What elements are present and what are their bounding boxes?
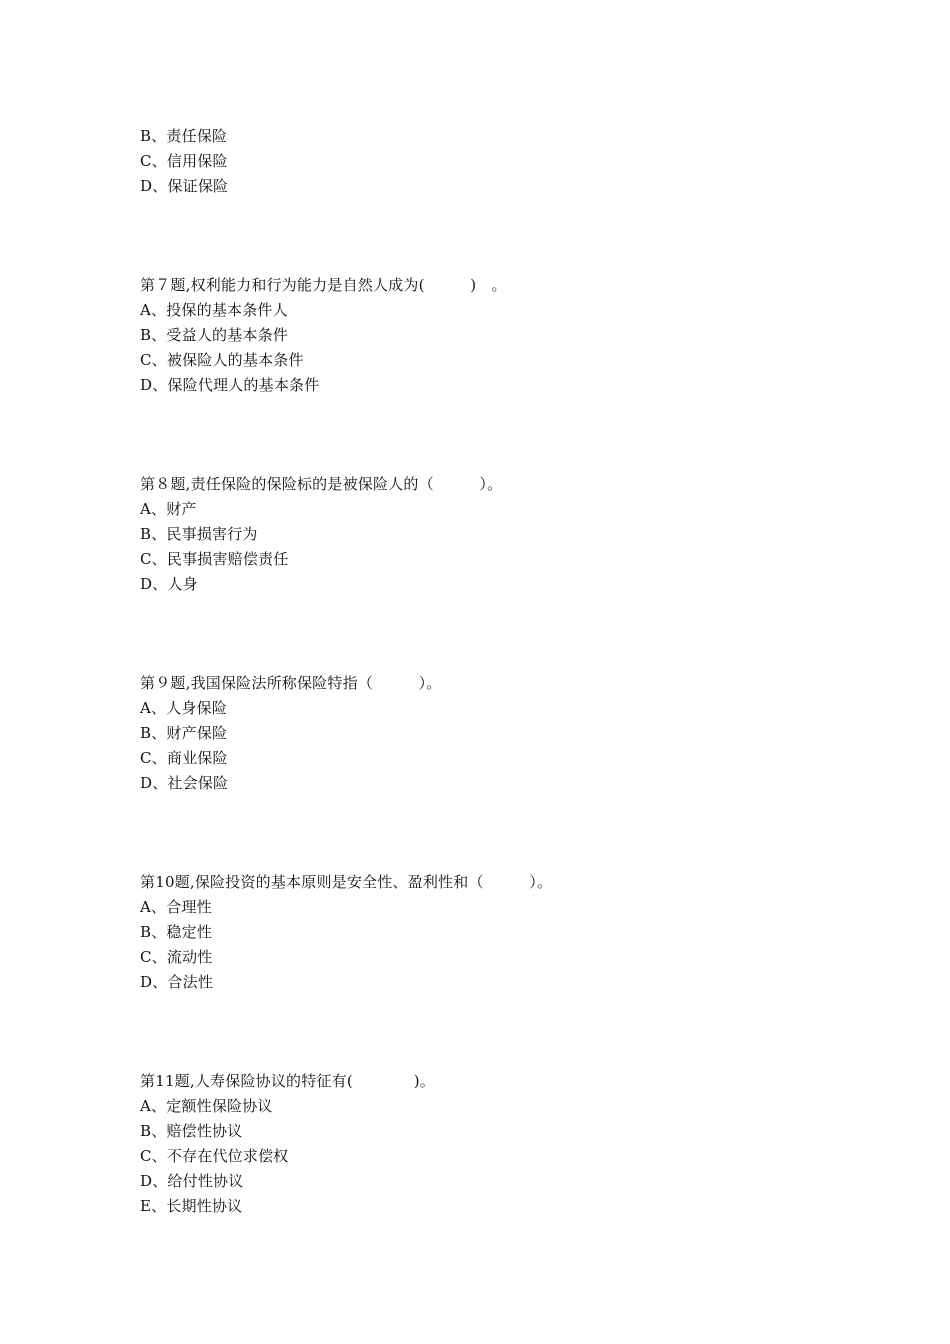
option-b: B、民事损害行为 [140, 525, 258, 543]
question-6-continuation [140, 124, 840, 199]
option-d: D、人身 [140, 575, 198, 593]
option-c: C、商业保险 [140, 749, 228, 767]
option-d: D、保证保险 [140, 177, 229, 195]
option-c: C、流动性 [140, 948, 213, 966]
option-b: B、稳定性 [140, 923, 213, 941]
option-c: C、信用保险 [140, 152, 228, 170]
option-c: C、不存在代位求偿权 [140, 1147, 289, 1165]
option-b: B、财产保险 [140, 724, 228, 742]
question-11 [140, 1069, 840, 1219]
option-d: D、保险代理人的基本条件 [140, 376, 320, 394]
option-a: A、定额性保险协议 [140, 1097, 273, 1115]
option-b: B、赔偿性协议 [140, 1122, 243, 1140]
option-b: B、责任保险 [140, 127, 228, 145]
question-title: 第11题,人寿保险协议的特征有( )。 [140, 1072, 435, 1090]
option-a: A、财产 [140, 500, 197, 518]
question-title: 第９题,我国保险法所称保险特指（ ）。 [140, 674, 442, 692]
question-title: 第８题,责任保险的保险标的是被保险人的（ ）。 [140, 475, 503, 493]
option-d: D、社会保险 [140, 774, 229, 792]
question-7 [140, 273, 840, 398]
option-e: E、长期性协议 [140, 1197, 243, 1215]
option-d: D、合法性 [140, 973, 214, 991]
option-a: A、合理性 [140, 898, 212, 916]
question-10 [140, 870, 840, 995]
option-c: C、被保险人的基本条件 [140, 351, 304, 369]
question-8 [140, 472, 840, 597]
question-title: 第10题,保险投资的基本原则是安全性、盈利性和（ ）。 [140, 873, 553, 891]
question-title: 第７题,权利能力和行为能力是自然人成为( ) 。 [140, 276, 507, 294]
option-b: B、受益人的基本条件 [140, 326, 289, 344]
option-a: A、投保的基本条件人 [140, 301, 288, 319]
option-a: A、人身保险 [140, 699, 228, 717]
question-9 [140, 671, 840, 796]
option-d: D、给付性协议 [140, 1172, 244, 1190]
option-c: C、民事损害赔偿责任 [140, 550, 289, 568]
